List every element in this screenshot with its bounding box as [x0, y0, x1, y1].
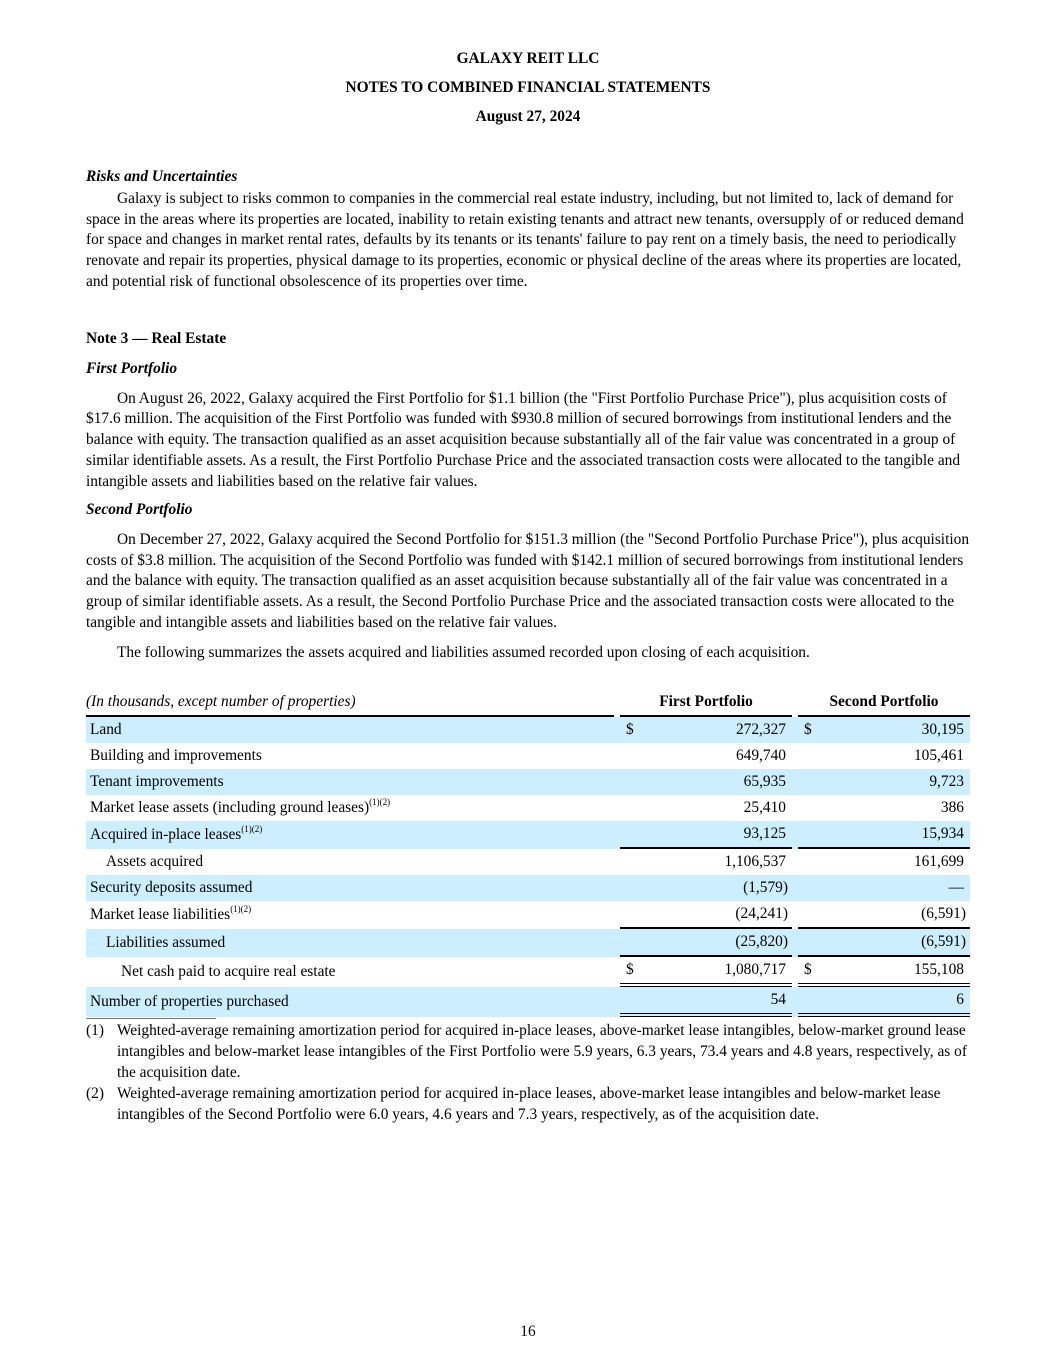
second-portfolio-value: — — [818, 875, 970, 901]
risks-section — [86, 167, 970, 293]
second-portfolio-value: 161,699 — [913, 852, 964, 870]
table-row — [86, 875, 970, 901]
footnote-reference: (1)(2) — [230, 903, 252, 914]
table-row — [86, 743, 970, 769]
row-label-text: Acquired in-place leases — [90, 825, 242, 843]
document-date: August 27, 2024 — [475, 108, 581, 125]
row-label: Net cash paid to acquire real estate — [121, 962, 336, 980]
footnote-1 — [86, 1021, 970, 1083]
risks-paragraph: Galaxy is subject to risks common to companies in the commercial real estate industry, including, but not limited to, lack of demand for space in the areas where its properties are located, inability to retain existing tenants and attract new tenants, oversupply of or reduced demand for space and changes in market rental rates, defaults by its tenants or its tenants' failure to pay rent on a timely basis, the need to periodically renovate and repair its properties, physical damage to its properties, economic or physical decline of the areas where its properties are located, and potential risk of functional obsolescence of its properties over time. — [86, 189, 964, 290]
first-portfolio-value: 1,080,717 — [640, 957, 792, 987]
table-row-subtotal — [86, 849, 970, 875]
row-label — [86, 901, 614, 929]
first-portfolio-value: 93,125 — [640, 821, 792, 849]
row-label: Number of properties purchased — [86, 987, 614, 1017]
page-number: 16 — [520, 1323, 536, 1340]
row-label-text: Market lease liabilities — [90, 905, 231, 923]
first-portfolio-heading: First Portfolio — [86, 359, 178, 377]
second-portfolio-value: 6 — [818, 987, 970, 1017]
second-portfolio-value: 105,461 — [913, 746, 964, 764]
footnote-2 — [86, 1084, 970, 1126]
row-label: Assets acquired — [106, 852, 204, 870]
table-row-subtotal — [86, 929, 970, 957]
second-portfolio-value: 386 — [940, 798, 964, 816]
row-label — [86, 821, 614, 849]
second-portfolio-value: (6,591) — [818, 929, 970, 957]
currency-symbol: $ — [798, 957, 818, 987]
table-row — [86, 769, 970, 795]
acquisition-table — [86, 689, 970, 1017]
second-portfolio-value: 30,195 — [818, 717, 970, 743]
currency-symbol: $ — [798, 717, 818, 743]
company-name: GALAXY REIT LLC — [456, 50, 600, 67]
table-row — [86, 795, 970, 821]
row-label — [86, 795, 614, 821]
first-portfolio-value: (25,820) — [640, 929, 792, 957]
note3-heading: Note 3 — Real Estate — [86, 330, 227, 347]
table-row-total — [86, 957, 970, 987]
first-portfolio-value: 54 — [640, 987, 792, 1017]
currency-symbol: $ — [620, 717, 640, 743]
footnote-text: Weighted-average remaining amortization period for acquired in-place leases, above-market lease intangibles and below-market lease intangibles of the Second Portfolio were 6.0 years, 4.6 years and 7.3 years, respectively, as of the acquisition date. — [117, 1085, 941, 1123]
first-portfolio-value: 649,740 — [735, 746, 786, 764]
first-portfolio-value: 272,327 — [640, 717, 792, 743]
first-portfolio-paragraph: On August 26, 2022, Galaxy acquired the First Portfolio for $1.1 billion (the "First Portfolio Purchase Price"), plus acquisition costs of $17.6 million. The acquisition of the First Portfolio was funded with $930.8 million of secured borrowings from institutional lenders and the balance with equity. The transaction qualified as an asset acquisition because substantially all of the fair value was concentrated in a group of similar identifiable assets. As a result, the First Portfolio Purchase Price and the associated transaction costs were allocated to the tangible and intangible assets and liabilities based on the relative fair values. — [86, 389, 961, 490]
table-intro: The following summarizes the assets acquired and liabilities assumed recorded upon closing of each acquisition. — [117, 643, 810, 661]
row-label: Land — [86, 717, 614, 743]
second-portfolio-value: 9,723 — [818, 769, 970, 795]
second-portfolio-heading: Second Portfolio — [86, 501, 193, 518]
second-portfolio-value: 15,934 — [818, 821, 970, 849]
first-portfolio-value: (1,579) — [640, 875, 792, 901]
row-label: Building and improvements — [90, 746, 262, 764]
second-portfolio-section — [86, 500, 970, 664]
second-portfolio-value: 155,108 — [818, 957, 970, 987]
second-portfolio-value: (6,591) — [818, 901, 970, 929]
row-label: Security deposits assumed — [86, 875, 614, 901]
second-portfolio-paragraph: On December 27, 2022, Galaxy acquired the Second Portfolio for $151.3 million (the "Second Portfolio Purchase Price"), plus acquisition costs of $3.8 million. The acquisition of the Second Portfolio was funded with $142.1 million of secured borrowings from institutional lenders and the balance with equity. The transaction qualified as an asset acquisition because substantially all of the fair value was concentrated in a group of similar identifiable assets. As a result, the Second Portfolio Purchase Price and the associated transaction costs were allocated to the tangible and intangible assets and liabilities based on the relative fair values. — [86, 530, 970, 631]
first-portfolio-value: 1,106,537 — [724, 852, 786, 870]
column-header-first-portfolio: First Portfolio — [620, 689, 792, 717]
footnote-reference: (1)(2) — [241, 823, 263, 834]
table-row — [86, 901, 970, 929]
table-caption: (In thousands, except number of properties) — [86, 689, 614, 717]
first-portfolio-value: (24,241) — [640, 901, 792, 929]
table-row — [86, 821, 970, 849]
document-title: NOTES TO COMBINED FINANCIAL STATEMENTS — [345, 79, 711, 96]
footnote-reference: (1)(2) — [369, 796, 391, 807]
footnote-divider — [86, 1018, 216, 1019]
table-row — [86, 717, 970, 743]
row-label-text: Market lease assets (including ground leases) — [90, 798, 370, 816]
column-header-second-portfolio: Second Portfolio — [798, 689, 970, 717]
risks-heading: Risks and Uncertainties — [86, 168, 238, 185]
footnote-text: Weighted-average remaining amortization period for acquired in-place leases, above-market lease intangibles, below-market ground lease intangibles and below-market lease intangibles of the First Portfolio were 5.9 years, 6.3 years, 73.4 years and 4.8 years, respectively, as of the acquisition date. — [117, 1022, 967, 1081]
row-label: Liabilities assumed — [86, 929, 614, 957]
first-portfolio-value: 65,935 — [640, 769, 792, 795]
footnote-mark: (1) — [86, 1022, 104, 1039]
note3-section — [86, 329, 970, 493]
table-row — [86, 987, 970, 1017]
row-label: Tenant improvements — [86, 769, 614, 795]
footnote-mark: (2) — [86, 1085, 104, 1102]
table-header-row — [86, 689, 970, 717]
first-portfolio-value: 25,410 — [743, 798, 786, 816]
currency-symbol: $ — [620, 957, 640, 987]
